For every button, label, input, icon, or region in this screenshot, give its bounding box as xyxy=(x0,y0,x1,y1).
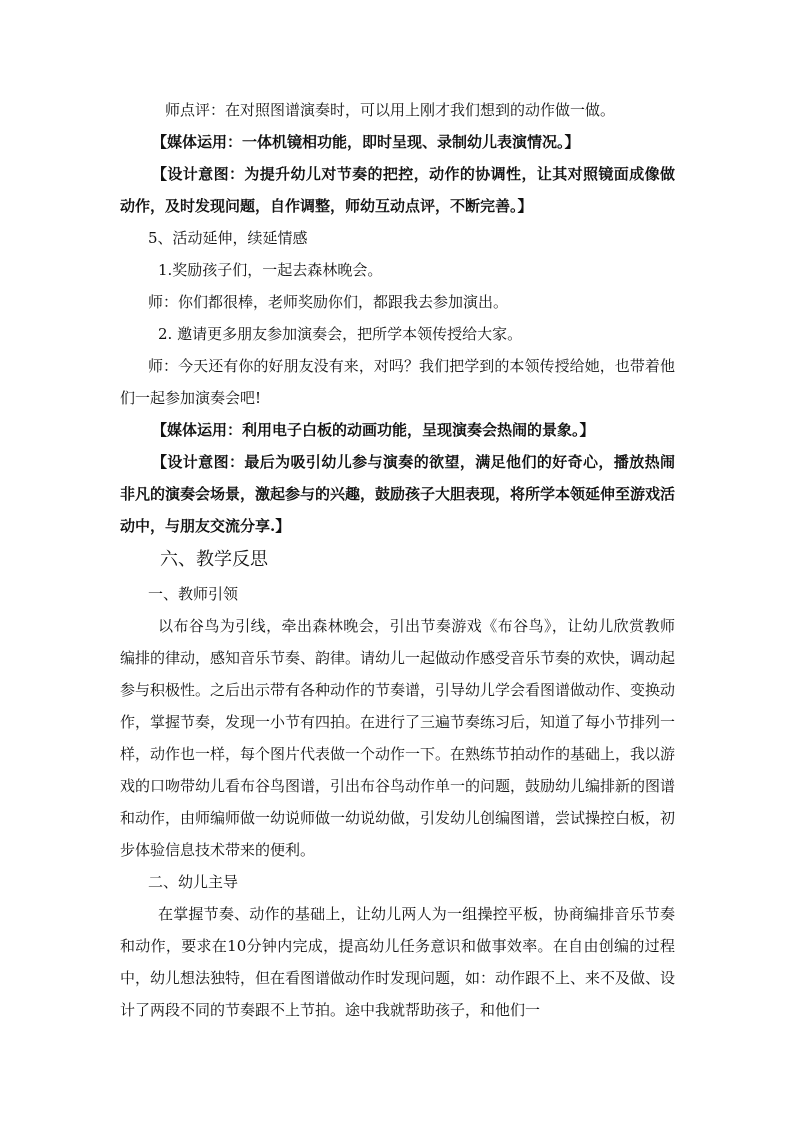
step-1: 1.奖励孩子们，一起去森林晚会。 xyxy=(158,261,383,279)
paragraph-child-led: 在掌握节奏、动作的基础上，让幼儿两人为一组操控平板，协商编排音乐节奏和动作，要求在10分钟内完成，提高幼儿任务意识和做事效率。在自由创编的过程中，幼儿想法独特，但在看图谱做动作时发现问题，如：动作跟不上、来不及做、设计了两段不同的节奏跟不上节拍。途中我就帮助孩子，和他们一 xyxy=(120,905,676,1019)
subsection-child-led: 二、幼儿主导 xyxy=(148,873,239,891)
teacher-comment: 师点评：在对照图谱演奏时，可以用上刚才我们想到的动作做一做。 xyxy=(165,101,616,119)
design-intent-concert: 【设计意图：最后为吸引幼儿参与演奏的欲望，满足他们的好奇心，播放热闹非凡的演奏会场景，激起参与的兴趣，鼓励孩子大胆表现，将所学本领延伸至游戏活动中，与朋友交流分享.】 xyxy=(120,453,676,535)
step-2: 2. 邀请更多朋友参加演奏会，把所学本领传授给大家。 xyxy=(158,325,523,343)
media-note-whiteboard: 【媒体运用：利用电子白板的动画功能，呈现演奏会热闹的景象。】 xyxy=(152,421,595,439)
media-note-mirror: 【媒体运用：一体机镜相功能，即时呈现、录制幼儿表演情况。】 xyxy=(152,133,580,151)
subsection-teacher-lead: 一、教师引领 xyxy=(148,585,239,603)
section-extension-heading: 5、活动延伸，续延情感 xyxy=(148,229,308,247)
design-intent-rhythm: 【设计意图：为提升幼儿对节奏的把控，动作的协调性，让其对照镜面成像做动作，及时发现问题，自作调整，师幼互动点评，不断完善。】 xyxy=(120,165,675,215)
document-body xyxy=(120,94,675,1026)
teacher-line-2: 师：今天还有你的好朋友没有来，对吗？我们把学到的本领传授给她，也带着他们一起参加演奏会吧! xyxy=(120,357,675,407)
section-title-reflection: 六、教学反思 xyxy=(160,549,268,570)
paragraph-teacher-lead: 以布谷鸟为引线，牵出森林晚会，引出节奏游戏《布谷鸟》，让幼儿欣赏教师编排的律动，感知音乐节奏、韵律。请幼儿一起做动作感受音乐节奏的欢快，调动起参与积极性。之后出示带有各种动作的节奏谱，引导幼儿学会看图谱做动作、变换动作，掌握节奏，发现一小节有四拍。在进行了三遍节奏练习后，知道了每小节排列一样，动作也一样，每个图片代表做一个动作一下。在熟练节拍动作的基础上，我以游戏的口吻带幼儿看布谷鸟图谱，引出布谷鸟动作单一的问题，鼓励幼儿编排新的图谱和动作，由师编师做一幼说师做一幼说幼做，引发幼儿创编图谱，尝试操控白板，初步体验信息技术带来的便利。 xyxy=(120,617,676,859)
teacher-line-1: 师：你们都很棒，老师奖励你们，都跟我去参加演出。 xyxy=(148,293,509,311)
